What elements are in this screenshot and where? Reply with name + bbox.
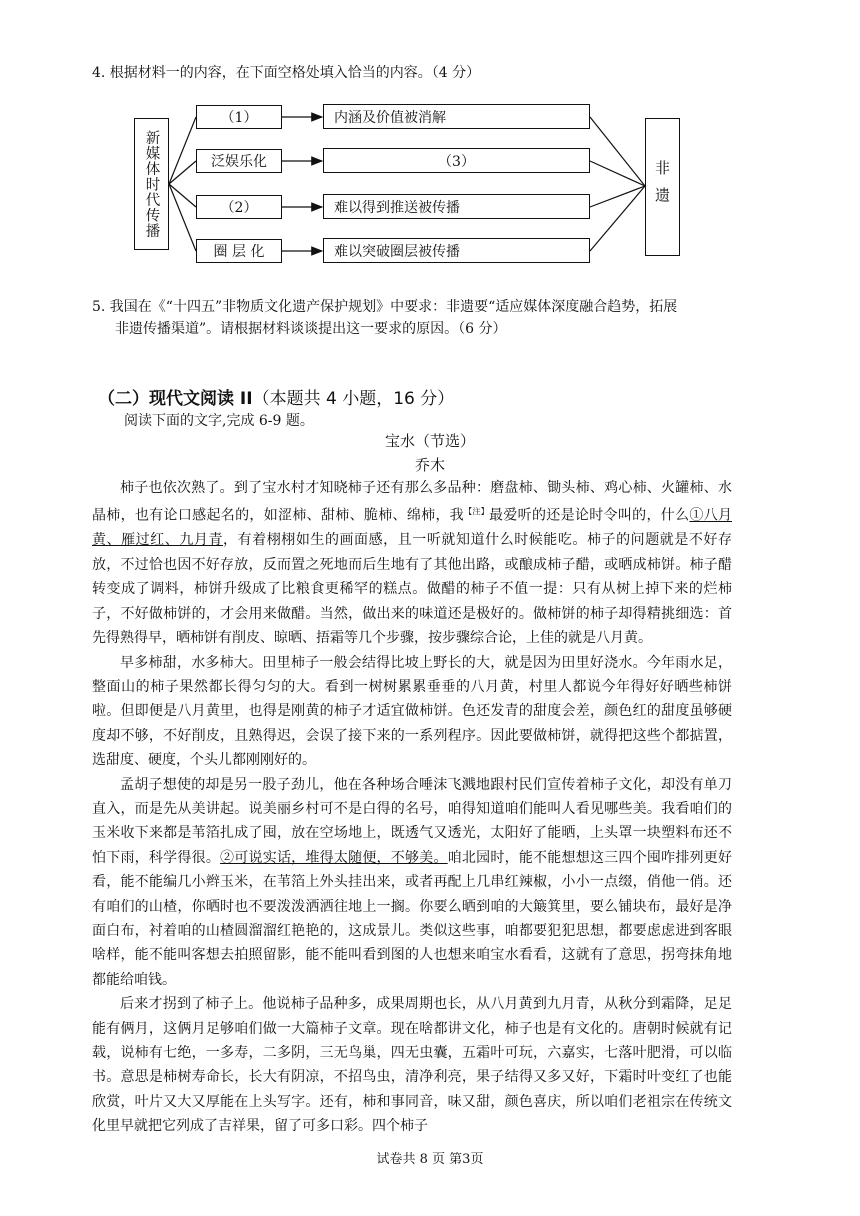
underlined-phrase-2: ②可说实话，堆得太随便，不够美。 (220, 849, 448, 866)
diagram-effect-1: 内涵及价值被消解 (323, 104, 590, 129)
diagram-cause-3: （2） (196, 195, 282, 219)
diagram-effect-3: 难以得到推送被传播 (323, 194, 590, 219)
passage-body (92, 476, 732, 1139)
diagram-effect-2: （3） (323, 148, 590, 173)
question-5 (92, 296, 752, 340)
diagram-source-box: 新媒体时代传播 (134, 118, 169, 250)
paragraph-1: 柿子也依次熟了。到了宝水村才知晓柿子还有那么多品种：磨盘柿、锄头柿、鸡心柿、火罐柿、水晶柿，也有论口感起名的，如涩柿、甜柿、脆柿、绵柿，我$^{【注】}$最爱听的还是论时令叫的，什么①八月黄、雁过红、九月青，有着栩栩如生的画面感，且一听就知道什么时候能吃。柿子的问题就是不好存放，不过恰也因不好存放，反而置之死地而后生地有了其他出路，或酿成柿子醋，或晒成柿饼。柿子醋转变成了调料，柿饼升级成了比粮食更稀罕的糕点。做醋的柿子不值一提：只有从树上掉下来的烂柿子，不好做柿饼的，才会用来做醋。当然，做出来的味道还是极好的。做柿饼的柿子却得精挑细选：首先得熟得早，晒柿饼有削皮、晾晒、捂霜等几个步骤，按步骤综合论，上佳的就是八月黄。 (92, 480, 733, 647)
diagram-target-label: 非遗 (653, 160, 671, 214)
paragraph-2: 早多柿甜，水多柿大。田里柿子一般会结得比坡上野长的大，就是因为田里好浇水。今年雨水足，整面山的柿子果然都长得匀匀的大。看到一树树累累垂垂的八月黄，村里人都说今年得好好晒些柿饼啦。但即便是八月黄里，也得是刚黄的柿子才适宜做柿饼。色还发青的甜度会差，颜色红的甜度虽够硬度却不够，不好削皮，且熟得迟，会误了接下来的一系列程序。因此要做柿饼，就得把这些个都掂置，选甜度、硬度，个头儿都刚刚好的。 (92, 654, 732, 769)
section-title-note: （本题共 4 小题，16 分） (252, 389, 455, 409)
diagram-target-box (645, 118, 680, 256)
page-footer: 试卷共 8 页 第3页 (376, 1152, 484, 1167)
paragraph-4: 后来才拐到了柿子上。他说柿子品种多，成果周期也长，从八月黄到九月青，从秋分到霜降，足足能有俩月，这俩月足够咱们做一大篇柿子文章。现在啥都讲文化，柿子也是有文化的。唐朝时候就有记载，说柿有七绝，一多寿，二多阴，三无鸟巢，四无虫囊，五霜叶可玩，六嘉实，七落叶肥滑，可以临书。意思是柿树寿命长，长大有阴凉，不招鸟虫，清净利亮，果子结得又多又好，下霜时叶变红了也能欣赏，叶片又大又厚能在上头写字。还有，柿和事同音，味又甜，颜色喜庆，所以咱们老祖宗在传统文化里早就把它列成了吉祥果，留了可多口彩。四个柿子 (92, 996, 732, 1135)
question-5-line1: 5. 我国在《“十四五”非物质文化遗产保护规划》中要求：非遗要“适应媒体深度融合趋势，拓展 (92, 299, 678, 315)
underlined-phrase-1: ①八月黄、雁过红、九月青 (92, 508, 733, 549)
footnote-marker[interactable]: 【注】 (464, 507, 490, 517)
diagram-effect-4: 难以突破圈层被传播 (323, 238, 590, 263)
passage-author: 乔木 (414, 456, 445, 474)
section-title-main: （二）现代文阅读 II (98, 389, 253, 409)
question-4: 4. 根据材料一的内容，在下面空格处填入恰当的内容。（4 分） (92, 65, 481, 81)
passage-title: 宝水（节选） (384, 432, 475, 450)
diagram-cause-1: （1） (196, 105, 282, 129)
diagram-cause-2: 泛娱乐化 (196, 149, 282, 173)
section-instruction: 阅读下面的文字,完成 6-9 题。 (124, 413, 314, 429)
question-5-line2: 非遗传播渠道”。请根据材料谈谈提出这一要求的原因。（6 分） (115, 321, 507, 337)
paragraph-3: 孟胡子想使的却是另一股子劲儿，他在各种场合唾沫飞溅地跟村民们宣传着柿子文化，却没有单刀直入，而是先从美讲起。说美丽乡村可不是白得的名号，咱得知道咱们能叫人看见哪些美。我看咱们的玉米收下来都是苇箔扎成了囤，放在空场地上，既透气又透光，太阳好了能晒，上头罩一块塑料布还不怕下雨，科学得很。②可说实话，堆得太随便，不够美。咱北园时，能不能想想这三四个囤咋排列更好看，能不能编几小辫玉米，在苇箔上外头挂出来，或者再配上几串红辣椒，小小一点缀，俏他一俏。还有咱们的山楂，你晒时也不要泼泼洒洒往地上一搁。你要么晒到咱的大簸箕里，要么铺块布，最好是净面白布，衬着咱的山楂圆溜溜红艳艳的，这成景儿。类似这些事，咱都要犯犯思想，都要虑虑进到客眼啥样，能不能叫客想去拍照留影，能不能叫看到图的人也想来咱宝水看看，这就有了意思，拐弯抹角地都能给咱钱。 (92, 776, 733, 988)
diagram-cause-4: 圈 层 化 (196, 239, 282, 263)
section-title (98, 384, 454, 409)
